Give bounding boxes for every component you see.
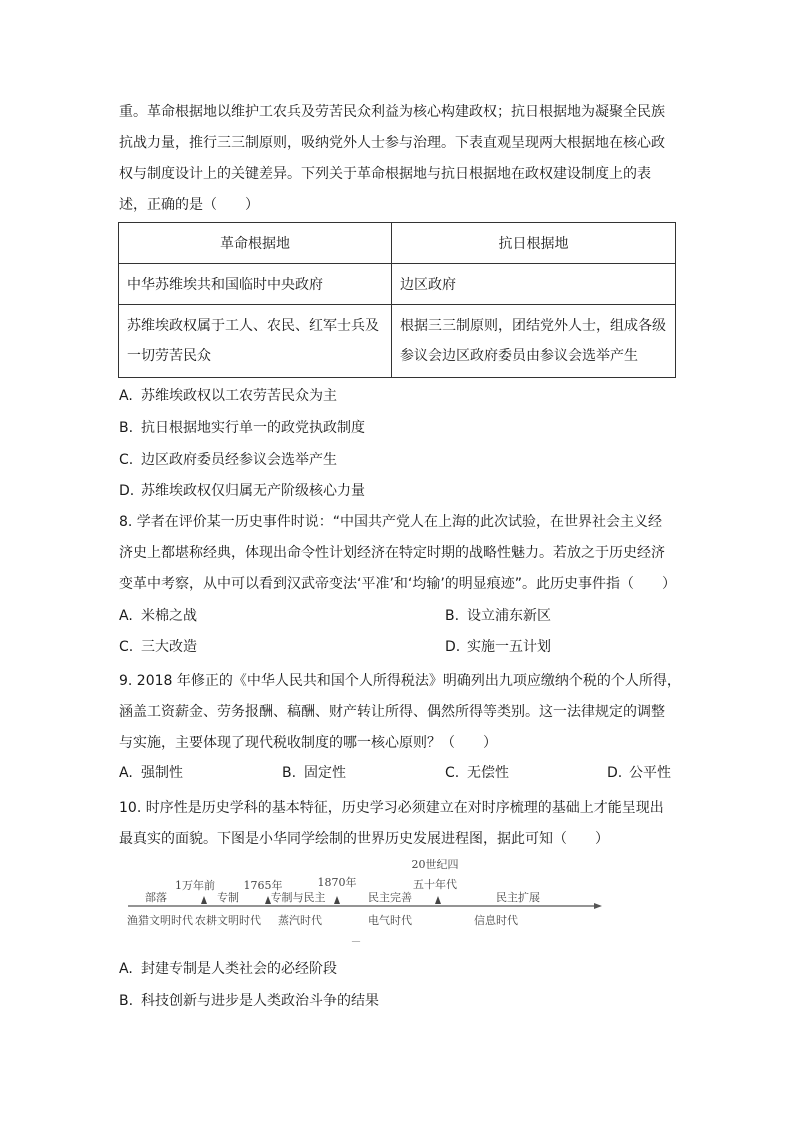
cell-line: 根据三三制原则，团结党外人士，组成各级 bbox=[400, 318, 666, 334]
date-label: 五十年代 bbox=[413, 878, 457, 891]
option-label: B. bbox=[445, 608, 460, 624]
q8-option-d[interactable] bbox=[445, 636, 551, 656]
timeline-marker bbox=[334, 896, 340, 904]
date-label: 1万年前 bbox=[175, 879, 215, 892]
comparison-table bbox=[118, 222, 676, 378]
q8-option-b[interactable] bbox=[445, 605, 551, 625]
option-label: A. bbox=[119, 608, 133, 624]
period-label: 专制 bbox=[217, 891, 239, 904]
timeline-marker bbox=[201, 896, 207, 904]
question-10 bbox=[119, 793, 679, 855]
option-label: B. bbox=[119, 420, 134, 436]
timeline-arrowhead bbox=[594, 903, 602, 909]
option-label: D. bbox=[119, 483, 135, 499]
timeline-footnote-dash: — bbox=[351, 937, 361, 946]
timeline-marker bbox=[435, 896, 441, 904]
question-9 bbox=[119, 666, 679, 759]
option-label: D. bbox=[445, 639, 461, 655]
q9-option-a[interactable] bbox=[119, 762, 183, 782]
question-line: 涵盖工资薪金、劳务报酬、稿酬、财产转让所得、偶然所得等类别。这一法律规定的调整 bbox=[119, 704, 665, 720]
period-label: 民主扩展 bbox=[496, 891, 540, 904]
date-label: 20世纪四 bbox=[411, 858, 459, 871]
question-8 bbox=[119, 507, 679, 600]
period-label: 民主完善 bbox=[368, 891, 412, 904]
option-text: 实施一五计划 bbox=[467, 639, 551, 655]
cell-line: 参议会边区政府委员由参议会选举产生 bbox=[400, 348, 638, 364]
question-line: 变革中考察，从中可以看到汉武帝变法‘平准’和‘均输’的明显痕迹”。此历史事件指（ ） bbox=[119, 576, 677, 592]
table-header-cell: 革命根据地 bbox=[119, 223, 392, 264]
period-label: 部落 bbox=[145, 891, 167, 904]
table-row bbox=[119, 305, 676, 378]
option-label: B. bbox=[119, 993, 134, 1009]
option-text: 公平性 bbox=[629, 765, 671, 781]
timeline-svg bbox=[120, 856, 602, 946]
table-header-row bbox=[119, 223, 676, 264]
option-text: 固定性 bbox=[304, 765, 346, 781]
q10-option-b[interactable] bbox=[119, 990, 379, 1010]
option-label: A. bbox=[119, 388, 133, 404]
question-line: 8. 学者在评价某一历史事件时说：“中国共产党人在上海的此次试验，在世界社会主义经 bbox=[119, 514, 663, 530]
stem-line: 权与制度设计上的关键差异。下列关于革命根据地与抗日根据地在政权建设制度上的表 bbox=[119, 166, 651, 182]
q9-option-b[interactable] bbox=[282, 762, 346, 782]
table-cell bbox=[392, 305, 676, 378]
option-d[interactable] bbox=[119, 480, 365, 500]
era-label: 蒸汽时代 bbox=[278, 914, 322, 927]
option-text: 科技创新与进步是人类政治斗争的结果 bbox=[141, 993, 379, 1009]
question-line: 济史上都堪称经典，体现出命令性计划经济在特定时期的战略性魅力。若放之于历史经济 bbox=[119, 545, 665, 561]
stem-line: 抗战力量，推行三三制原则，吸纳党外人士参与治理。下表直观呈现两大根据地在核心政 bbox=[119, 135, 665, 151]
option-label: C. bbox=[445, 765, 460, 781]
option-a[interactable] bbox=[119, 385, 337, 405]
option-label: B. bbox=[282, 765, 297, 781]
period-label: 专制与民主 bbox=[270, 891, 326, 904]
question-line: 10. 时序性是历史学科的基本特征，历史学习必须建立在对时序梳理的基础上才能呈现出 bbox=[119, 800, 664, 816]
stem-line: 述，正确的是（ ） bbox=[119, 197, 259, 213]
table-cell: 边区政府 bbox=[392, 264, 676, 305]
option-label: C. bbox=[119, 452, 134, 468]
option-text: 三大改造 bbox=[141, 639, 197, 655]
question-7-stem bbox=[119, 97, 679, 221]
cell-line: 一切劳苦民众 bbox=[127, 348, 211, 364]
table-row bbox=[119, 264, 676, 305]
option-text: 米棉之战 bbox=[141, 608, 197, 624]
era-label: 信息时代 bbox=[474, 914, 518, 927]
question-line: 与实施，主要体现了现代税收制度的哪一核心原则？（ ） bbox=[119, 735, 497, 751]
question-line: 9. 2018 年修正的《中华人民共和国个人所得税法》明确列出九项应缴纳个税的个人所得， bbox=[119, 673, 681, 689]
option-c[interactable] bbox=[119, 449, 337, 469]
option-text: 设立浦东新区 bbox=[467, 608, 551, 624]
option-text: 封建专制是人类社会的必经阶段 bbox=[141, 961, 337, 977]
option-label: A. bbox=[119, 961, 133, 977]
option-text: 苏维埃政权仅归属无产阶级核心力量 bbox=[141, 483, 365, 499]
option-text: 苏维埃政权以工农劳苦民众为主 bbox=[141, 388, 337, 404]
cell-line: 苏维埃政权属于工人、农民、红军士兵及 bbox=[127, 318, 379, 334]
era-label: 农耕文明时代 bbox=[195, 914, 261, 927]
table-cell: 中华苏维埃共和国临时中央政府 bbox=[119, 264, 392, 305]
q10-option-a[interactable] bbox=[119, 958, 337, 978]
date-label: 1870年 bbox=[317, 876, 357, 889]
question-line: 最真实的面貌。下图是小华同学绘制的世界历史发展进程图，据此可知（ ） bbox=[119, 831, 609, 847]
table-cell bbox=[119, 305, 392, 378]
option-label: D. bbox=[607, 765, 623, 781]
option-text: 强制性 bbox=[141, 765, 183, 781]
table-header-cell: 抗日根据地 bbox=[392, 223, 676, 264]
option-text: 无偿性 bbox=[467, 765, 509, 781]
q9-option-d[interactable] bbox=[607, 762, 671, 782]
q9-option-c[interactable] bbox=[445, 762, 509, 782]
world-history-timeline bbox=[120, 856, 602, 946]
q8-option-a[interactable] bbox=[119, 605, 197, 625]
q8-option-c[interactable] bbox=[119, 636, 197, 656]
era-label: 电气时代 bbox=[368, 914, 412, 927]
option-label: C. bbox=[119, 639, 134, 655]
option-b[interactable] bbox=[119, 417, 365, 437]
era-label: 渔猎文明时代 bbox=[127, 914, 193, 927]
option-text: 边区政府委员经参议会选举产生 bbox=[141, 452, 337, 468]
option-text: 抗日根据地实行单一的政党执政制度 bbox=[141, 420, 365, 436]
date-label: 1765年 bbox=[243, 879, 283, 892]
stem-line: 重。革命根据地以维护工农兵及劳苦民众利益为核心构建政权；抗日根据地为凝聚全民族 bbox=[119, 104, 665, 120]
option-label: A. bbox=[119, 765, 133, 781]
